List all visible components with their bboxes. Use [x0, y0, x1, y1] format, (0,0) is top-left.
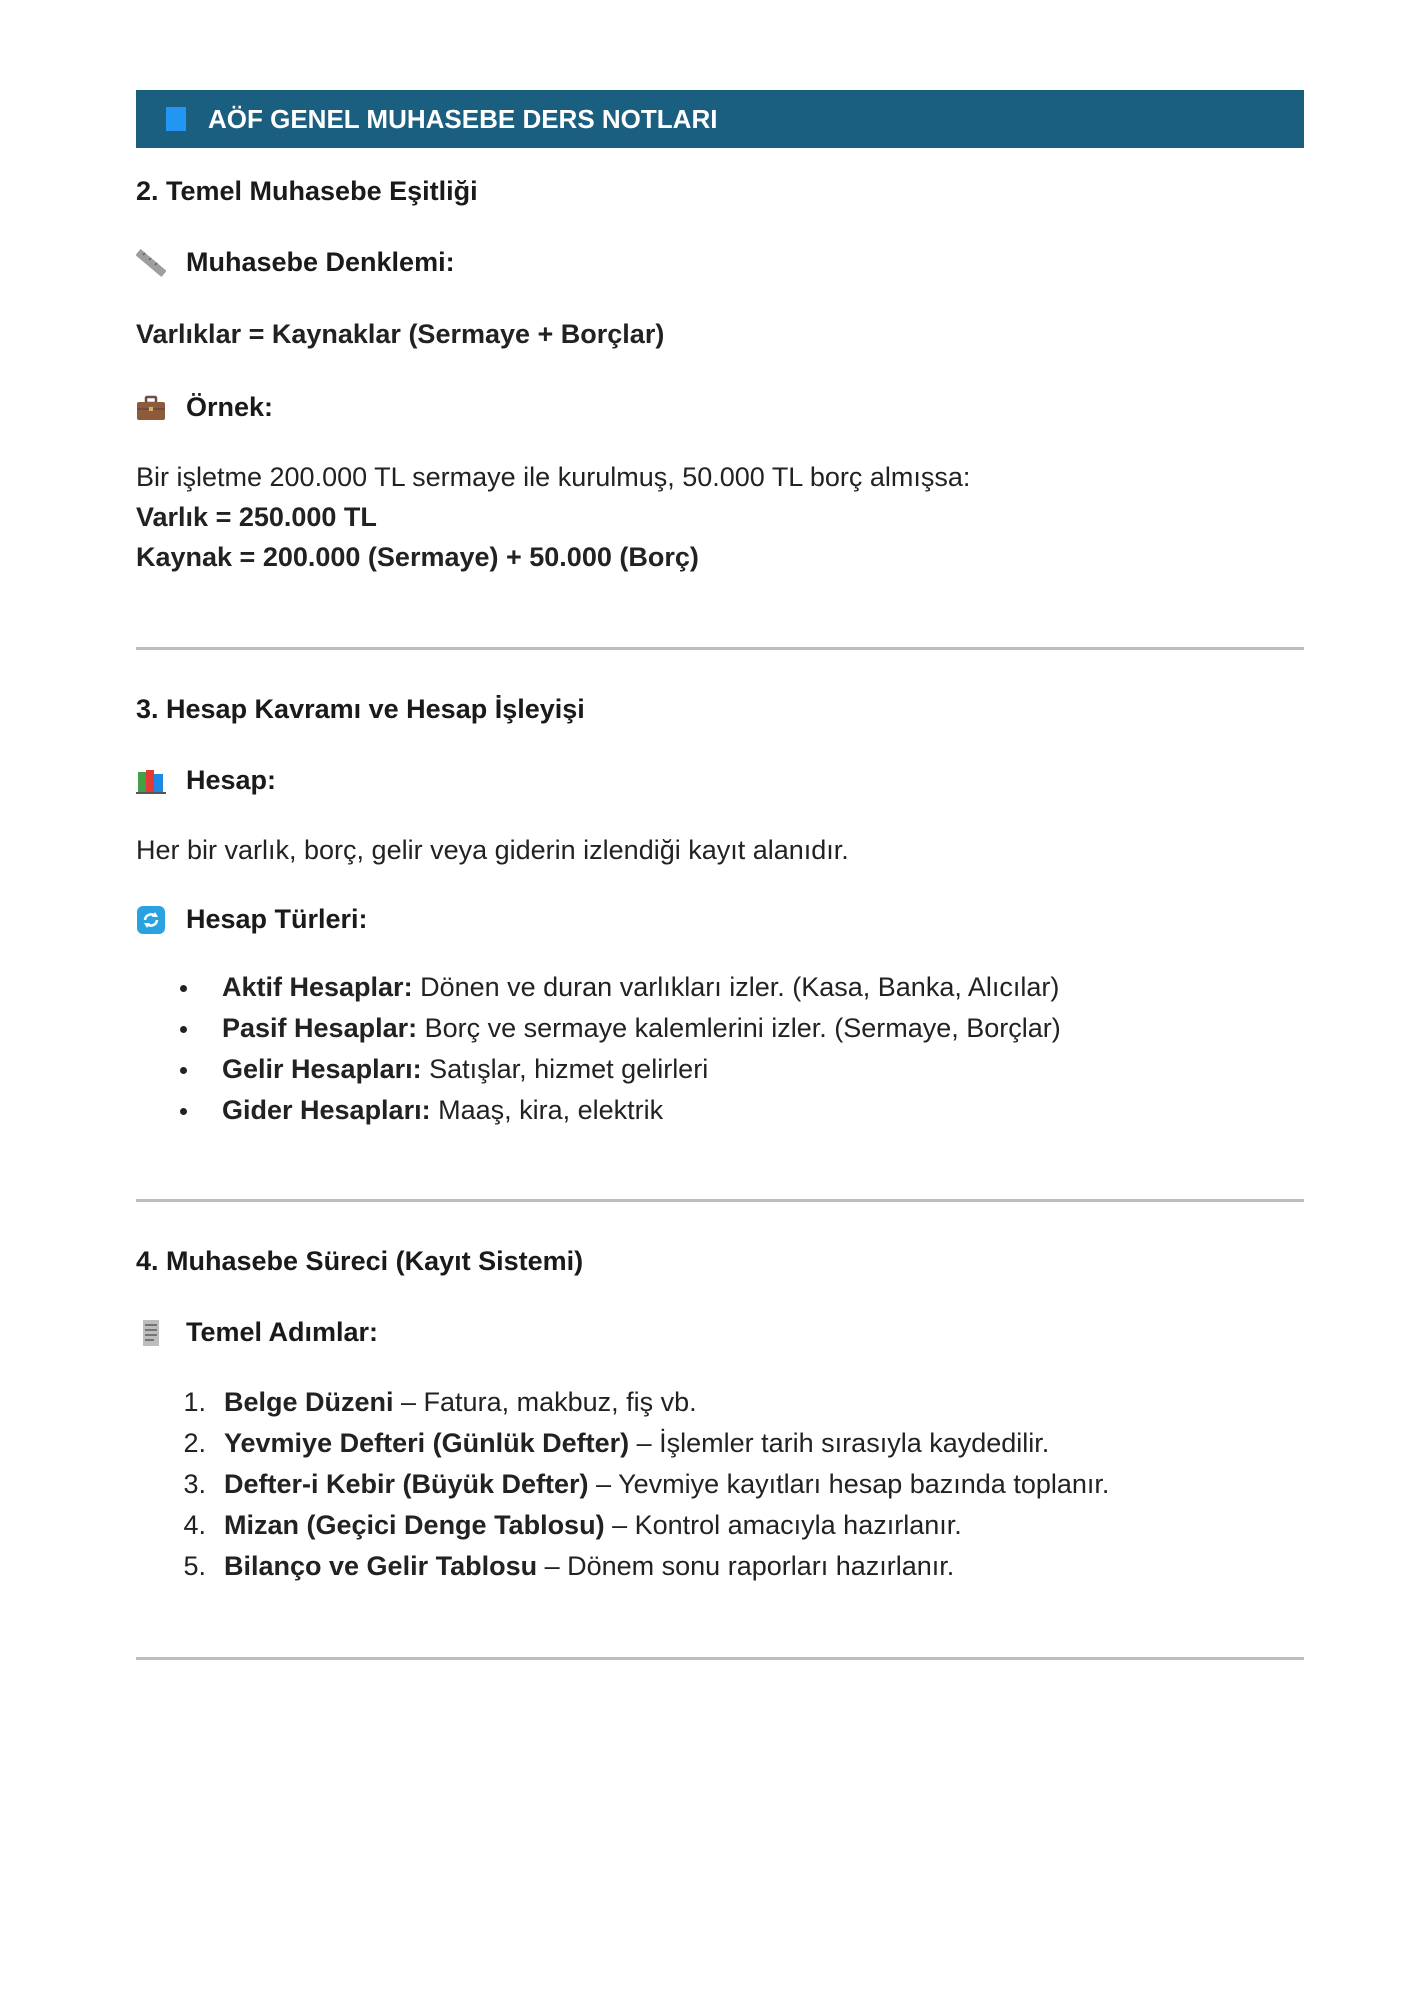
- list-item: 4. Mizan (Geçici Denge Tablosu) – Kontrol amacıyla hazırlanır.: [183, 1510, 962, 1540]
- equation-text: Varlıklar = Kaynaklar (Sermaye + Borçlar): [136, 319, 665, 349]
- equation-title-label: Muhasebe Denklemi:: [186, 247, 455, 277]
- bullet-icon: [180, 985, 187, 992]
- example-title-label: Örnek:: [186, 392, 274, 422]
- example-asset: Varlık = 250.000 TL: [136, 502, 377, 532]
- section-divider: [136, 1657, 1304, 1660]
- books-icon: [136, 766, 166, 796]
- section-3-heading: 3. Hesap Kavramı ve Hesap İşleyişi: [136, 694, 585, 724]
- section-4-heading: 4. Muhasebe Süreci (Kayıt Sistemi): [136, 1246, 584, 1276]
- example-title: [136, 392, 1304, 423]
- banner-title: AÖF GENEL MUHASEBE DERS NOTLARI: [208, 103, 718, 134]
- example-source: Kaynak = 200.000 (Sermaye) + 50.000 (Borç): [136, 542, 699, 572]
- list-item: 1. Belge Düzeni – Fatura, makbuz, fiş vb.: [183, 1387, 697, 1417]
- account-title-label: Hesap:: [186, 765, 277, 795]
- ruler-icon: [136, 248, 166, 278]
- cycle-icon: [136, 905, 166, 935]
- account-text: Her bir varlık, borç, gelir veya giderin izlendiği kayıt alanıdır.: [136, 835, 849, 865]
- header-banner: [136, 90, 1304, 148]
- account-types-list: [136, 967, 1304, 1131]
- banner-square-icon: [166, 107, 186, 131]
- bullet-icon: [180, 1067, 187, 1074]
- bullet-icon: [180, 1108, 187, 1115]
- types-title: [136, 904, 1304, 935]
- document-page: [136, 90, 1304, 1660]
- list-item: Pasif Hesaplar: Borç ve sermaye kalemlerini izler. (Sermaye, Borçlar): [136, 1008, 1304, 1049]
- steps-title: [136, 1317, 1304, 1348]
- briefcase-icon: [136, 393, 166, 423]
- list-item: 5. Bilanço ve Gelir Tablosu – Dönem sonu raporları hazırlanır.: [183, 1551, 955, 1581]
- bullet-icon: [180, 1026, 187, 1033]
- list-item: 3. Defter-i Kebir (Büyük Defter) – Yevmiye kayıtları hesap bazında toplanır.: [183, 1469, 1110, 1499]
- process-steps-list: [136, 1382, 1304, 1587]
- list-item: 2. Yevmiye Defteri (Günlük Defter) – İşlemler tarih sırasıyla kaydedilir.: [183, 1428, 1050, 1458]
- list-item: Aktif Hesaplar: Dönen ve duran varlıkları izler. (Kasa, Banka, Alıcılar): [136, 967, 1304, 1008]
- section-2-heading: 2. Temel Muhasebe Eşitliği: [136, 176, 478, 206]
- example-text: Bir işletme 200.000 TL sermaye ile kurulmuş, 50.000 TL borç almışsa:: [136, 462, 971, 492]
- list-item: Gelir Hesapları: Satışlar, hizmet gelirleri: [136, 1049, 1304, 1090]
- list-item: Gider Hesapları: Maaş, kira, elektrik: [136, 1090, 1304, 1131]
- account-title: [136, 765, 1304, 796]
- document-icon: [136, 1318, 166, 1348]
- steps-title-label: Temel Adımlar:: [186, 1317, 379, 1347]
- equation-title: [136, 247, 1304, 278]
- types-title-label: Hesap Türleri:: [186, 904, 368, 934]
